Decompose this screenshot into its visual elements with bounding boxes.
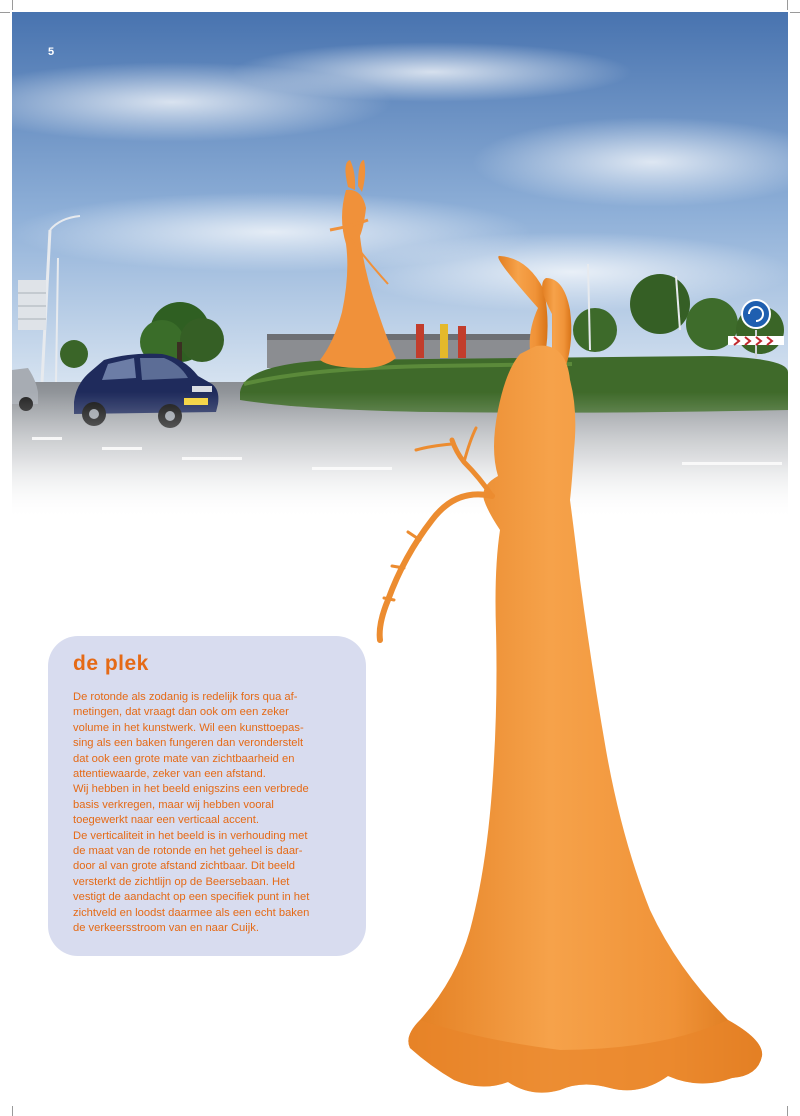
crop-mark — [787, 1106, 788, 1116]
section-heading: de plek — [73, 652, 149, 675]
sculpture-image — [360, 250, 780, 1110]
crop-mark — [12, 0, 13, 10]
page-number: 5 — [48, 46, 55, 58]
crop-mark — [12, 1106, 13, 1116]
crop-mark — [0, 12, 10, 13]
body-text: De rotonde als zodanig is redelijk fors qua af- metingen, dat vraagt dan ook om een zeker volume in het kunstwerk. Wil een kunsttoepas- sing als een baken fungeren dan veronderstelt dat ook een grote mate van zichtbaarheid en attentiewaarde, zeker van een afstand. Wij hebben in het beeld enigszins een verbrede basis verkregen, maar wij hebben vooral toegewerkt naar een verticaal accent. De verticaliteit in het beeld is in verhouding met de maat van de rotonde en het geheel is daar- door al van grote afstand zichtbaar. Dit beeld versterkt de zichtlijn op de Beersebaan. Het vestigt de aandacht op een specifiek punt in het zichtveld en loodst daarmee als een echt baken de verkeersstroom van en naar Cuijk. — [73, 691, 310, 935]
crop-mark — [787, 0, 788, 10]
text-panel — [48, 636, 366, 956]
crop-mark — [790, 12, 800, 13]
sculpture-ear — [498, 256, 547, 355]
road-sign-board — [18, 280, 46, 330]
